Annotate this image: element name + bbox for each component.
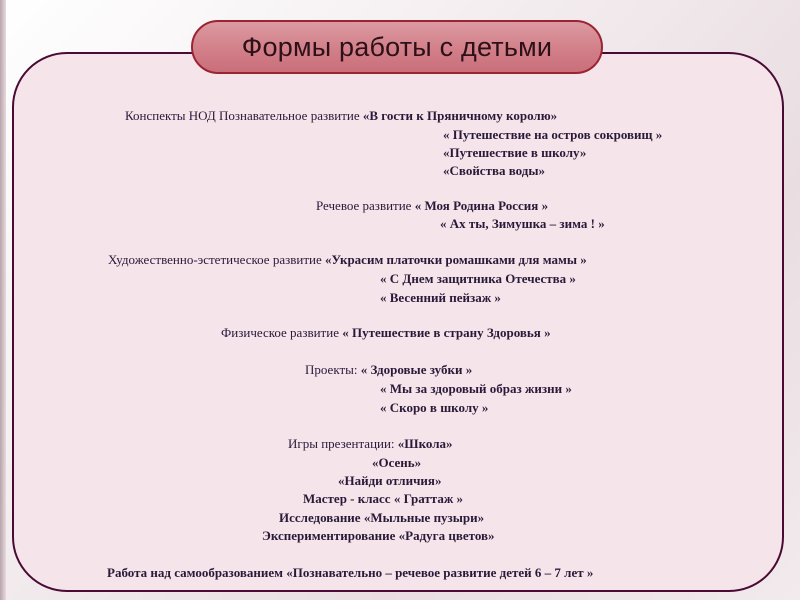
line-value: «Украсим платочки ромашками для мамы » — [324, 252, 587, 267]
line-item: « Весенний пейзаж » — [380, 290, 501, 305]
slide-edge — [0, 0, 6, 600]
line-item: «Найди отличия» — [338, 473, 442, 488]
line-label: Проекты: — [305, 362, 361, 377]
line-item: « Ах ты, Зимушка – зима ! » — [440, 216, 605, 231]
line-item: «Путешествие в школу» — [443, 145, 587, 160]
line-value: « Здоровые зубки » — [360, 362, 473, 377]
title-banner — [191, 20, 603, 74]
line-label: Игры презентации: — [288, 436, 398, 451]
line-item: « С Днем защитника Отечества » — [380, 271, 576, 286]
line-item: « Путешествие на остров сокровищ » — [443, 127, 663, 142]
line-projects — [305, 362, 472, 378]
line-item: Исследование «Мыльные пузыри» — [279, 510, 485, 525]
line-physical — [221, 325, 551, 341]
line-label: Речевое развитие — [316, 198, 415, 213]
line-value: « Путешествие в страну Здоровья » — [342, 325, 551, 340]
line-value: «В гости к Пряничному королю» — [362, 108, 558, 123]
line-item: « Мы за здоровый образ жизни » — [380, 381, 572, 396]
line-art — [108, 252, 587, 268]
line-games — [288, 436, 453, 452]
line-item: «Осень» — [372, 455, 422, 470]
line-value: « Моя Родина Россия » — [414, 198, 549, 213]
line-item: Мастер - класс « Граттаж » — [303, 491, 464, 506]
slide-title: Формы работы с детьми — [241, 31, 553, 62]
line-item: «Свойства воды» — [443, 163, 546, 178]
line-cognitive — [125, 108, 557, 124]
line-value: «Школа» — [397, 436, 453, 451]
line-item: « Скоро в школу » — [380, 400, 489, 415]
line-item: Экспериментирование «Радуга цветов» — [262, 528, 495, 543]
line-label: Конспекты НОД Познавательное развитие — [125, 108, 363, 123]
line-label: Физическое развитие — [221, 325, 343, 340]
line-speech — [316, 198, 548, 214]
line-label: Художественно-эстетическое развитие — [108, 252, 325, 267]
line-self-education: Работа над самообразованием «Познавательно – речевое развитие детей 6 – 7 лет » — [107, 565, 594, 580]
